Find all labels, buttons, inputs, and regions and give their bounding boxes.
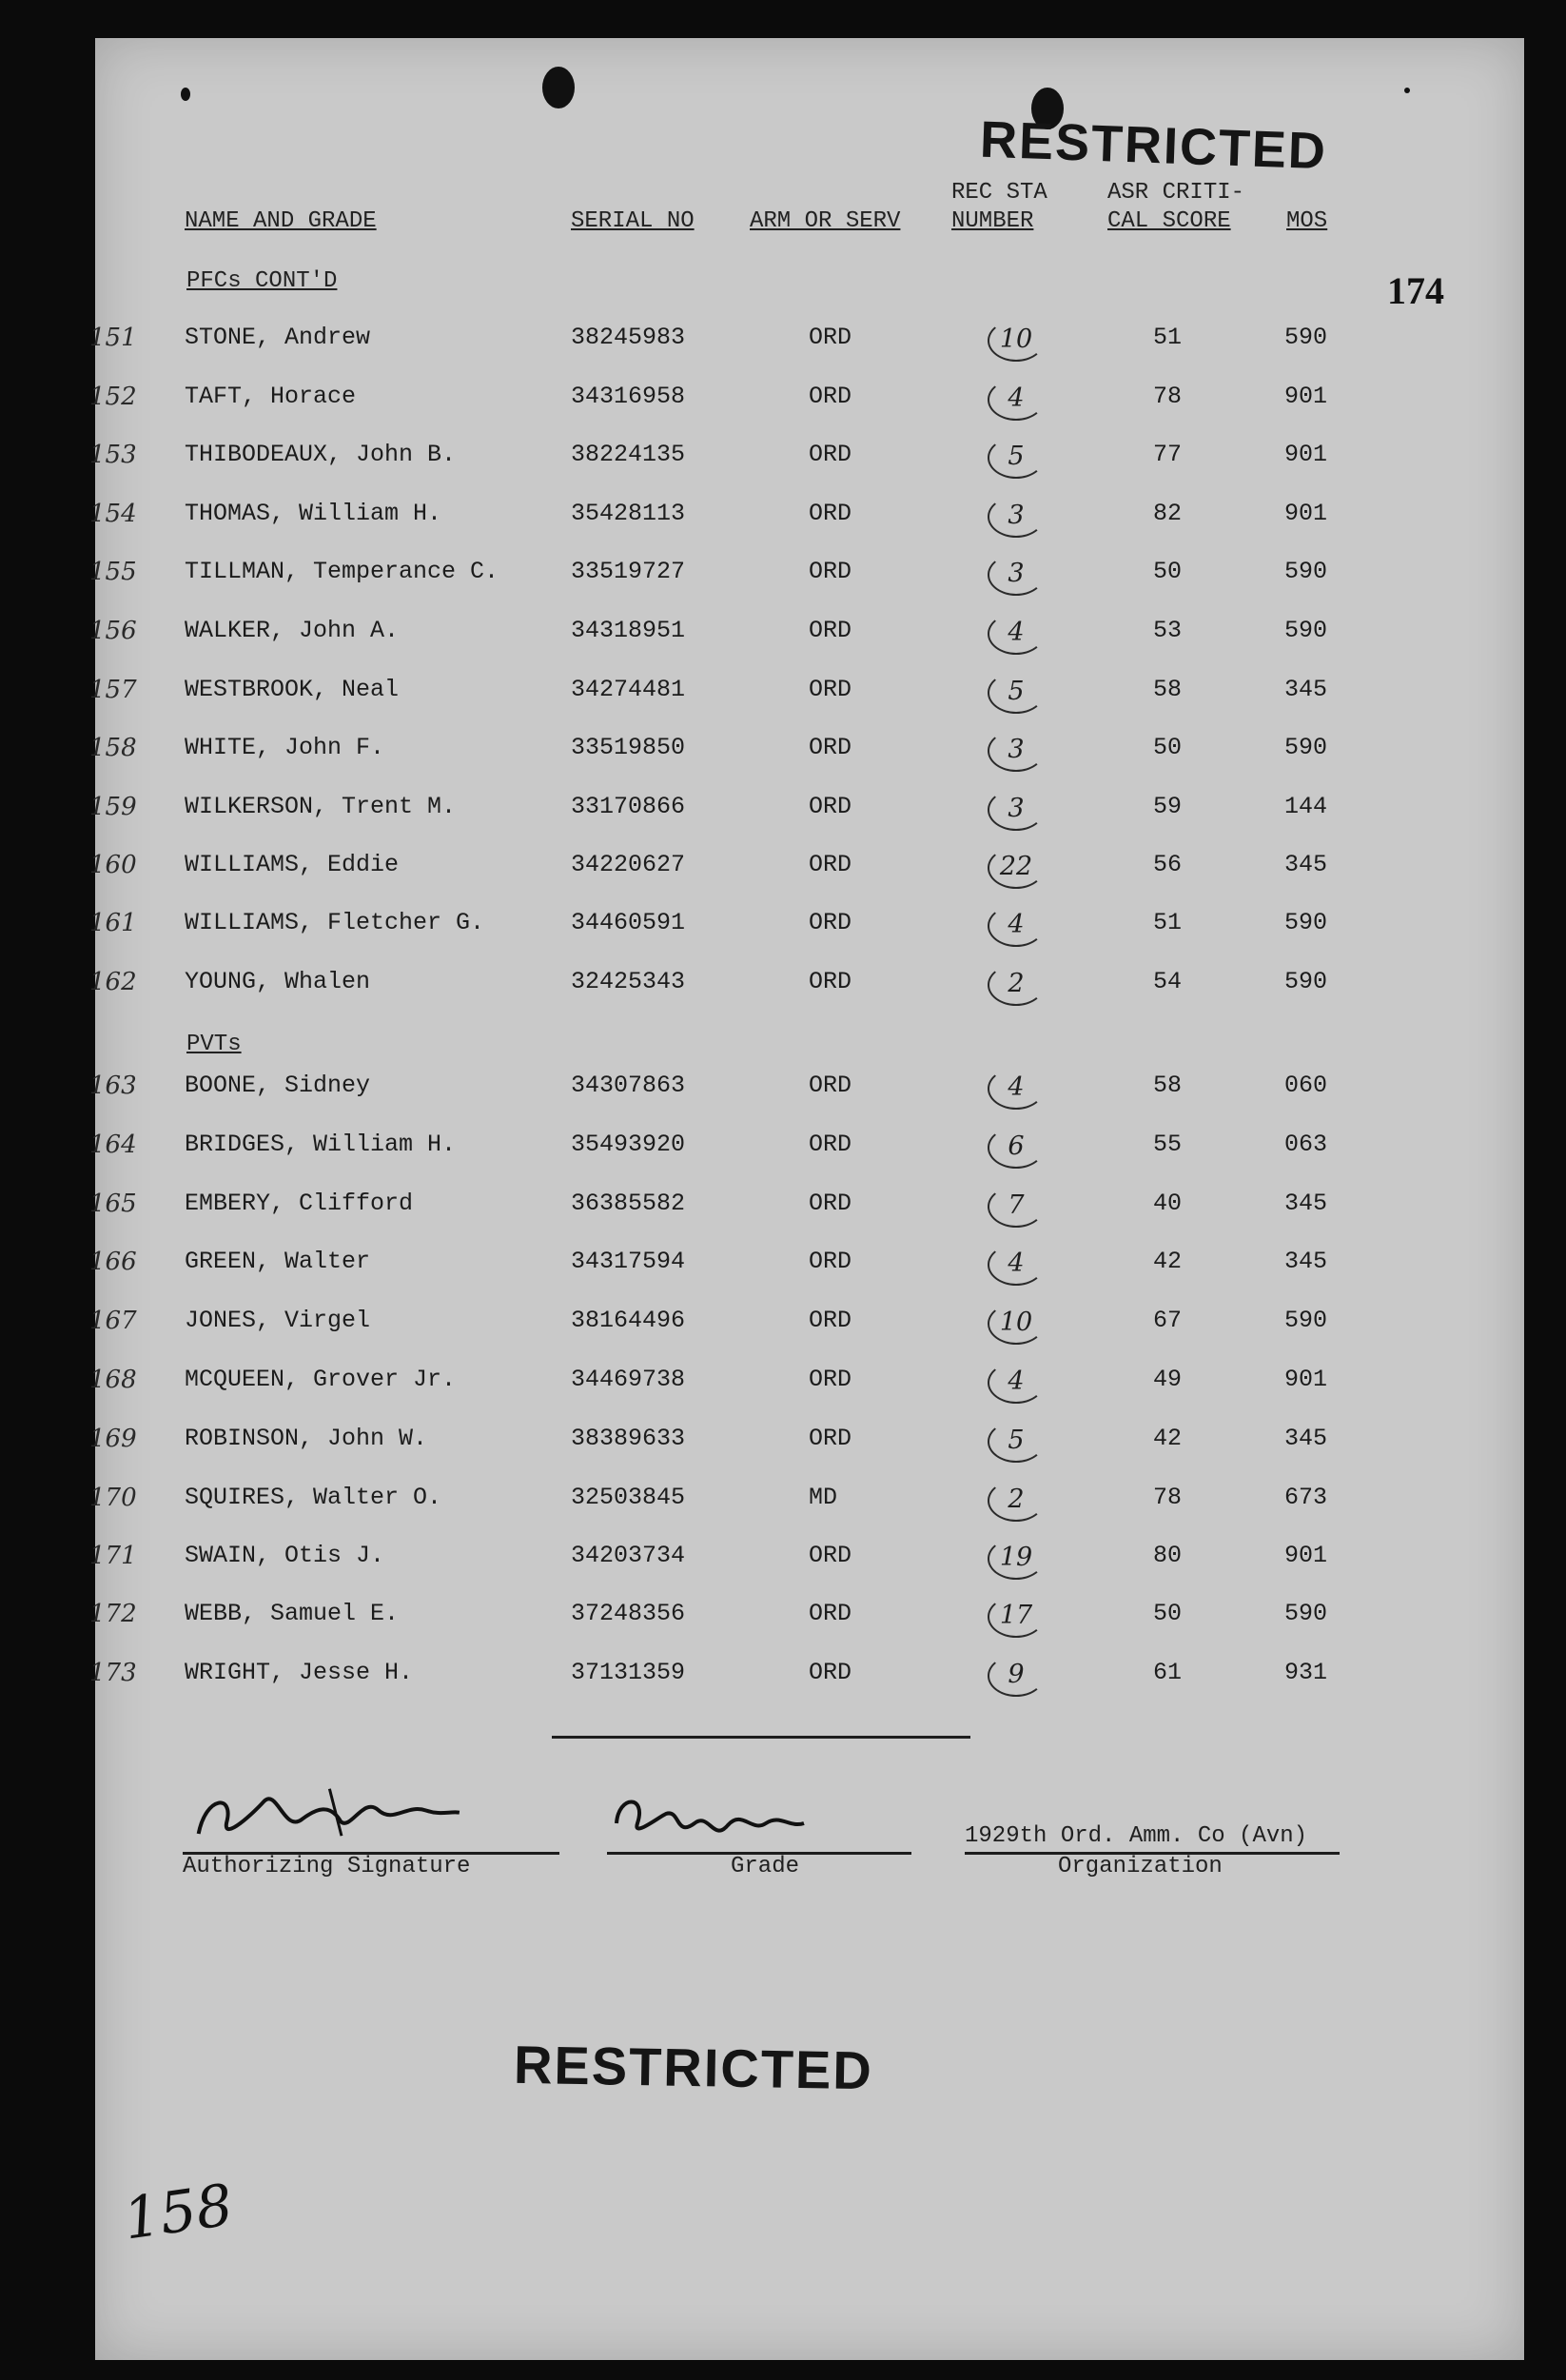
- name-cell: WILKERSON, Trent M.: [185, 793, 457, 820]
- arm-cell: ORD: [809, 968, 852, 995]
- rec-sta-cell: 5: [988, 1421, 1045, 1463]
- mos-cell: 345: [1284, 1425, 1328, 1452]
- serial-cell: 36385582: [571, 1190, 686, 1217]
- mos-cell: 901: [1284, 383, 1328, 410]
- table-row: [89, 383, 1524, 421]
- name-cell: WRIGHT, Jesse H.: [185, 1659, 414, 1686]
- name-cell: WEBB, Samuel E.: [185, 1600, 400, 1627]
- serial-cell: 38224135: [571, 441, 686, 468]
- serial-cell: 35428113: [571, 500, 686, 527]
- section-title-pfcs: PFCs CONT'D: [186, 268, 338, 294]
- asr-score-cell: 50: [1153, 1600, 1183, 1627]
- row-number: 168: [89, 1366, 137, 1394]
- asr-score-cell: 49: [1153, 1366, 1183, 1393]
- rec-sta-cell: 2: [988, 964, 1045, 1006]
- mos-cell: 063: [1284, 1131, 1328, 1158]
- mos-cell: 345: [1284, 851, 1328, 878]
- arm-cell: ORD: [809, 793, 852, 820]
- asr-score-cell: 82: [1153, 500, 1183, 527]
- name-cell: BRIDGES, William H.: [185, 1131, 457, 1158]
- mos-cell: 673: [1284, 1484, 1328, 1511]
- ink-speck: [1404, 88, 1410, 93]
- serial-cell: 38164496: [571, 1307, 686, 1334]
- name-cell: BOONE, Sidney: [185, 1072, 371, 1099]
- header-asr: [1107, 179, 1244, 236]
- name-cell: WALKER, John A.: [185, 617, 400, 644]
- row-number: 172: [89, 1600, 137, 1628]
- header-rec-line1: REC STA: [951, 180, 1047, 206]
- table-row: [89, 909, 1524, 947]
- row-number: 156: [89, 617, 137, 645]
- rec-sta-cell: 2: [988, 1480, 1045, 1522]
- punch-hole-left: [542, 67, 575, 108]
- document-page: [89, 38, 1524, 2360]
- rec-sta-cell: 19: [988, 1538, 1045, 1580]
- header-serial: [571, 207, 695, 236]
- table-row: [89, 617, 1524, 655]
- signature-label: Authorizing Signature: [183, 1854, 471, 1879]
- mos-cell: 345: [1284, 1190, 1328, 1217]
- row-number: 152: [89, 383, 137, 411]
- name-cell: TILLMAN, Temperance C.: [185, 558, 499, 585]
- arm-cell: ORD: [809, 1659, 852, 1686]
- table-row: [89, 1366, 1524, 1404]
- mos-cell: 901: [1284, 441, 1328, 468]
- header-asr-line1: ASR CRITI-: [1107, 180, 1245, 206]
- asr-score-cell: 58: [1153, 676, 1183, 703]
- serial-cell: 34220627: [571, 851, 686, 878]
- arm-cell: ORD: [809, 1542, 852, 1569]
- rec-sta-cell: 3: [988, 554, 1045, 596]
- asr-score-cell: 40: [1153, 1190, 1183, 1217]
- asr-score-cell: 59: [1153, 793, 1183, 820]
- asr-score-cell: 50: [1153, 558, 1183, 585]
- arm-cell: ORD: [809, 441, 852, 468]
- table-row: [89, 1484, 1524, 1522]
- asr-score-cell: 61: [1153, 1659, 1183, 1686]
- mos-cell: 590: [1284, 1307, 1328, 1334]
- mos-cell: 345: [1284, 1248, 1328, 1275]
- row-number: 153: [89, 441, 137, 469]
- name-cell: WHITE, John F.: [185, 734, 385, 761]
- table-row: [89, 1190, 1524, 1228]
- arm-cell: ORD: [809, 558, 852, 585]
- name-cell: THOMAS, William H.: [185, 500, 442, 527]
- serial-cell: 38389633: [571, 1425, 686, 1452]
- table-row: [89, 1072, 1524, 1110]
- row-number: 171: [89, 1542, 137, 1570]
- organization-label: Organization: [1058, 1854, 1223, 1879]
- name-cell: YOUNG, Whalen: [185, 968, 371, 995]
- asr-score-cell: 58: [1153, 1072, 1183, 1099]
- serial-cell: 33519850: [571, 734, 686, 761]
- arm-cell: ORD: [809, 324, 852, 351]
- asr-score-cell: 42: [1153, 1425, 1183, 1452]
- rec-sta-cell: 9: [988, 1655, 1045, 1697]
- rec-sta-cell: 6: [988, 1127, 1045, 1169]
- table-row: [89, 1600, 1524, 1638]
- table-row: [89, 1425, 1524, 1463]
- serial-cell: 34316958: [571, 383, 686, 410]
- row-number: 170: [89, 1484, 137, 1512]
- mos-cell: 060: [1284, 1072, 1328, 1099]
- grade-label: Grade: [731, 1854, 800, 1879]
- asr-score-cell: 55: [1153, 1131, 1183, 1158]
- row-number: 167: [89, 1307, 137, 1335]
- arm-cell: ORD: [809, 383, 852, 410]
- section-title-pvts: PVTs: [186, 1032, 242, 1057]
- name-cell: STONE, Andrew: [185, 324, 371, 351]
- mos-cell: 345: [1284, 676, 1328, 703]
- asr-score-cell: 50: [1153, 734, 1183, 761]
- header-name: [185, 207, 377, 236]
- name-cell: JONES, Virgel: [185, 1307, 371, 1334]
- serial-cell: 34274481: [571, 676, 686, 703]
- header-name-label: NAME AND GRADE: [185, 208, 377, 234]
- row-number: 161: [89, 909, 137, 937]
- header-mos: [1286, 207, 1327, 236]
- rec-sta-cell: 10: [988, 1303, 1045, 1345]
- asr-score-cell: 42: [1153, 1248, 1183, 1275]
- serial-cell: 37248356: [571, 1600, 686, 1627]
- asr-score-cell: 51: [1153, 324, 1183, 351]
- asr-score-cell: 53: [1153, 617, 1183, 644]
- rec-sta-cell: 3: [988, 789, 1045, 831]
- arm-cell: ORD: [809, 1190, 852, 1217]
- header-serial-label: SERIAL NO: [571, 208, 695, 234]
- arm-cell: ORD: [809, 1307, 852, 1334]
- arm-cell: ORD: [809, 617, 852, 644]
- rec-sta-cell: 4: [988, 1068, 1045, 1110]
- serial-cell: 32503845: [571, 1484, 686, 1511]
- rec-sta-cell: 4: [988, 1362, 1045, 1404]
- table-row: [89, 558, 1524, 596]
- table-row: [89, 324, 1524, 362]
- table-row: [89, 500, 1524, 538]
- table-row: [89, 1131, 1524, 1169]
- asr-score-cell: 51: [1153, 909, 1183, 936]
- rec-sta-cell: 3: [988, 496, 1045, 538]
- name-cell: ROBINSON, John W.: [185, 1425, 428, 1452]
- rec-sta-cell: 3: [988, 730, 1045, 772]
- organization-name: 1929th Ord. Amm. Co (Avn): [965, 1823, 1308, 1849]
- rec-sta-cell: 5: [988, 672, 1045, 714]
- closing-rule: [552, 1736, 970, 1739]
- row-number: 173: [89, 1659, 137, 1687]
- table-row: [89, 1659, 1524, 1697]
- table-row: [89, 441, 1524, 479]
- table-row: [89, 1307, 1524, 1345]
- mos-cell: 590: [1284, 1600, 1328, 1627]
- name-cell: SQUIRES, Walter O.: [185, 1484, 442, 1511]
- name-cell: SWAIN, Otis J.: [185, 1542, 385, 1569]
- row-number: 165: [89, 1190, 137, 1218]
- row-number: 166: [89, 1248, 137, 1276]
- arm-cell: MD: [809, 1484, 838, 1511]
- row-number: 162: [89, 968, 137, 996]
- row-number: 169: [89, 1425, 137, 1453]
- header-rec: [951, 179, 1047, 236]
- arm-cell: ORD: [809, 909, 852, 936]
- restricted-stamp-top: RESTRICTED: [979, 110, 1328, 181]
- header-rec-line2: NUMBER: [951, 208, 1034, 234]
- name-cell: WILLIAMS, Eddie: [185, 851, 400, 878]
- rec-sta-cell: 10: [988, 320, 1045, 362]
- serial-cell: 37131359: [571, 1659, 686, 1686]
- arm-cell: ORD: [809, 1248, 852, 1275]
- arm-cell: ORD: [809, 1131, 852, 1158]
- serial-cell: 38245983: [571, 324, 686, 351]
- name-cell: EMBERY, Clifford: [185, 1190, 414, 1217]
- mos-cell: 901: [1284, 1366, 1328, 1393]
- serial-cell: 34460591: [571, 909, 686, 936]
- signature-scribble-icon: [186, 1772, 465, 1853]
- mos-cell: 590: [1284, 909, 1328, 936]
- mos-cell: 590: [1284, 734, 1328, 761]
- mos-cell: 590: [1284, 324, 1328, 351]
- table-row: [89, 1542, 1524, 1580]
- header-mos-label: MOS: [1286, 208, 1328, 234]
- row-number: 159: [89, 793, 137, 821]
- restricted-stamp-bottom: RESTRICTED: [513, 2034, 874, 2101]
- serial-cell: 35493920: [571, 1131, 686, 1158]
- name-cell: WILLIAMS, Fletcher G.: [185, 909, 485, 936]
- asr-score-cell: 80: [1153, 1542, 1183, 1569]
- table-row: [89, 851, 1524, 889]
- serial-cell: 34318951: [571, 617, 686, 644]
- asr-score-cell: 54: [1153, 968, 1183, 995]
- row-number: 151: [89, 324, 137, 352]
- rec-sta-cell: 17: [988, 1596, 1045, 1638]
- row-number: 158: [89, 734, 137, 762]
- asr-score-cell: 78: [1153, 1484, 1183, 1511]
- name-cell: GREEN, Walter: [185, 1248, 371, 1275]
- name-cell: TAFT, Horace: [185, 383, 357, 410]
- serial-cell: 33170866: [571, 793, 686, 820]
- arm-cell: ORD: [809, 1366, 852, 1393]
- arm-cell: ORD: [809, 1600, 852, 1627]
- table-row: [89, 676, 1524, 714]
- arm-cell: ORD: [809, 500, 852, 527]
- asr-score-cell: 67: [1153, 1307, 1183, 1334]
- page-number: 174: [1387, 269, 1444, 312]
- arm-cell: ORD: [809, 676, 852, 703]
- serial-cell: 32425343: [571, 968, 686, 995]
- row-number: 164: [89, 1131, 137, 1159]
- mos-cell: 144: [1284, 793, 1328, 820]
- asr-score-cell: 77: [1153, 441, 1183, 468]
- asr-score-cell: 56: [1153, 851, 1183, 878]
- handwritten-signature: [186, 1772, 466, 1864]
- mos-cell: 901: [1284, 1542, 1328, 1569]
- mos-cell: 931: [1284, 1659, 1328, 1686]
- serial-cell: 34469738: [571, 1366, 686, 1393]
- bottom-handwritten-note: 158: [119, 2172, 237, 2253]
- row-number: 154: [89, 500, 137, 528]
- arm-cell: ORD: [809, 851, 852, 878]
- mos-cell: 590: [1284, 968, 1328, 995]
- rec-sta-cell: 4: [988, 379, 1045, 421]
- name-cell: THIBODEAUX, John B.: [185, 441, 457, 468]
- serial-cell: 34307863: [571, 1072, 686, 1099]
- mos-cell: 590: [1284, 617, 1328, 644]
- header-arm: [750, 207, 900, 236]
- serial-cell: 33519727: [571, 558, 686, 585]
- header-arm-label: ARM OR SERV: [750, 208, 901, 234]
- header-asr-line2: CAL SCORE: [1107, 208, 1231, 234]
- serial-cell: 34317594: [571, 1248, 686, 1275]
- name-cell: MCQUEEN, Grover Jr.: [185, 1366, 457, 1393]
- table-row: [89, 1248, 1524, 1286]
- mos-cell: 590: [1284, 558, 1328, 585]
- table-row: [89, 793, 1524, 831]
- handwritten-grade: [609, 1785, 809, 1850]
- rec-sta-cell: 22: [988, 847, 1045, 889]
- row-number: 163: [89, 1072, 137, 1100]
- row-number: 155: [89, 558, 137, 586]
- rec-sta-cell: 5: [988, 437, 1045, 479]
- arm-cell: ORD: [809, 734, 852, 761]
- table-row: [89, 734, 1524, 772]
- row-number: 160: [89, 851, 137, 879]
- arm-cell: ORD: [809, 1425, 852, 1452]
- name-cell: WESTBROOK, Neal: [185, 676, 400, 703]
- serial-cell: 34203734: [571, 1542, 686, 1569]
- grade-scribble-icon: [609, 1785, 809, 1846]
- mos-cell: 901: [1284, 500, 1328, 527]
- ink-speck: [181, 88, 190, 101]
- asr-score-cell: 78: [1153, 383, 1183, 410]
- table-row: [89, 968, 1524, 1006]
- arm-cell: ORD: [809, 1072, 852, 1099]
- row-number: 157: [89, 676, 137, 704]
- rec-sta-cell: 4: [988, 905, 1045, 947]
- rec-sta-cell: 4: [988, 1244, 1045, 1286]
- rec-sta-cell: 4: [988, 613, 1045, 655]
- rec-sta-cell: 7: [988, 1186, 1045, 1228]
